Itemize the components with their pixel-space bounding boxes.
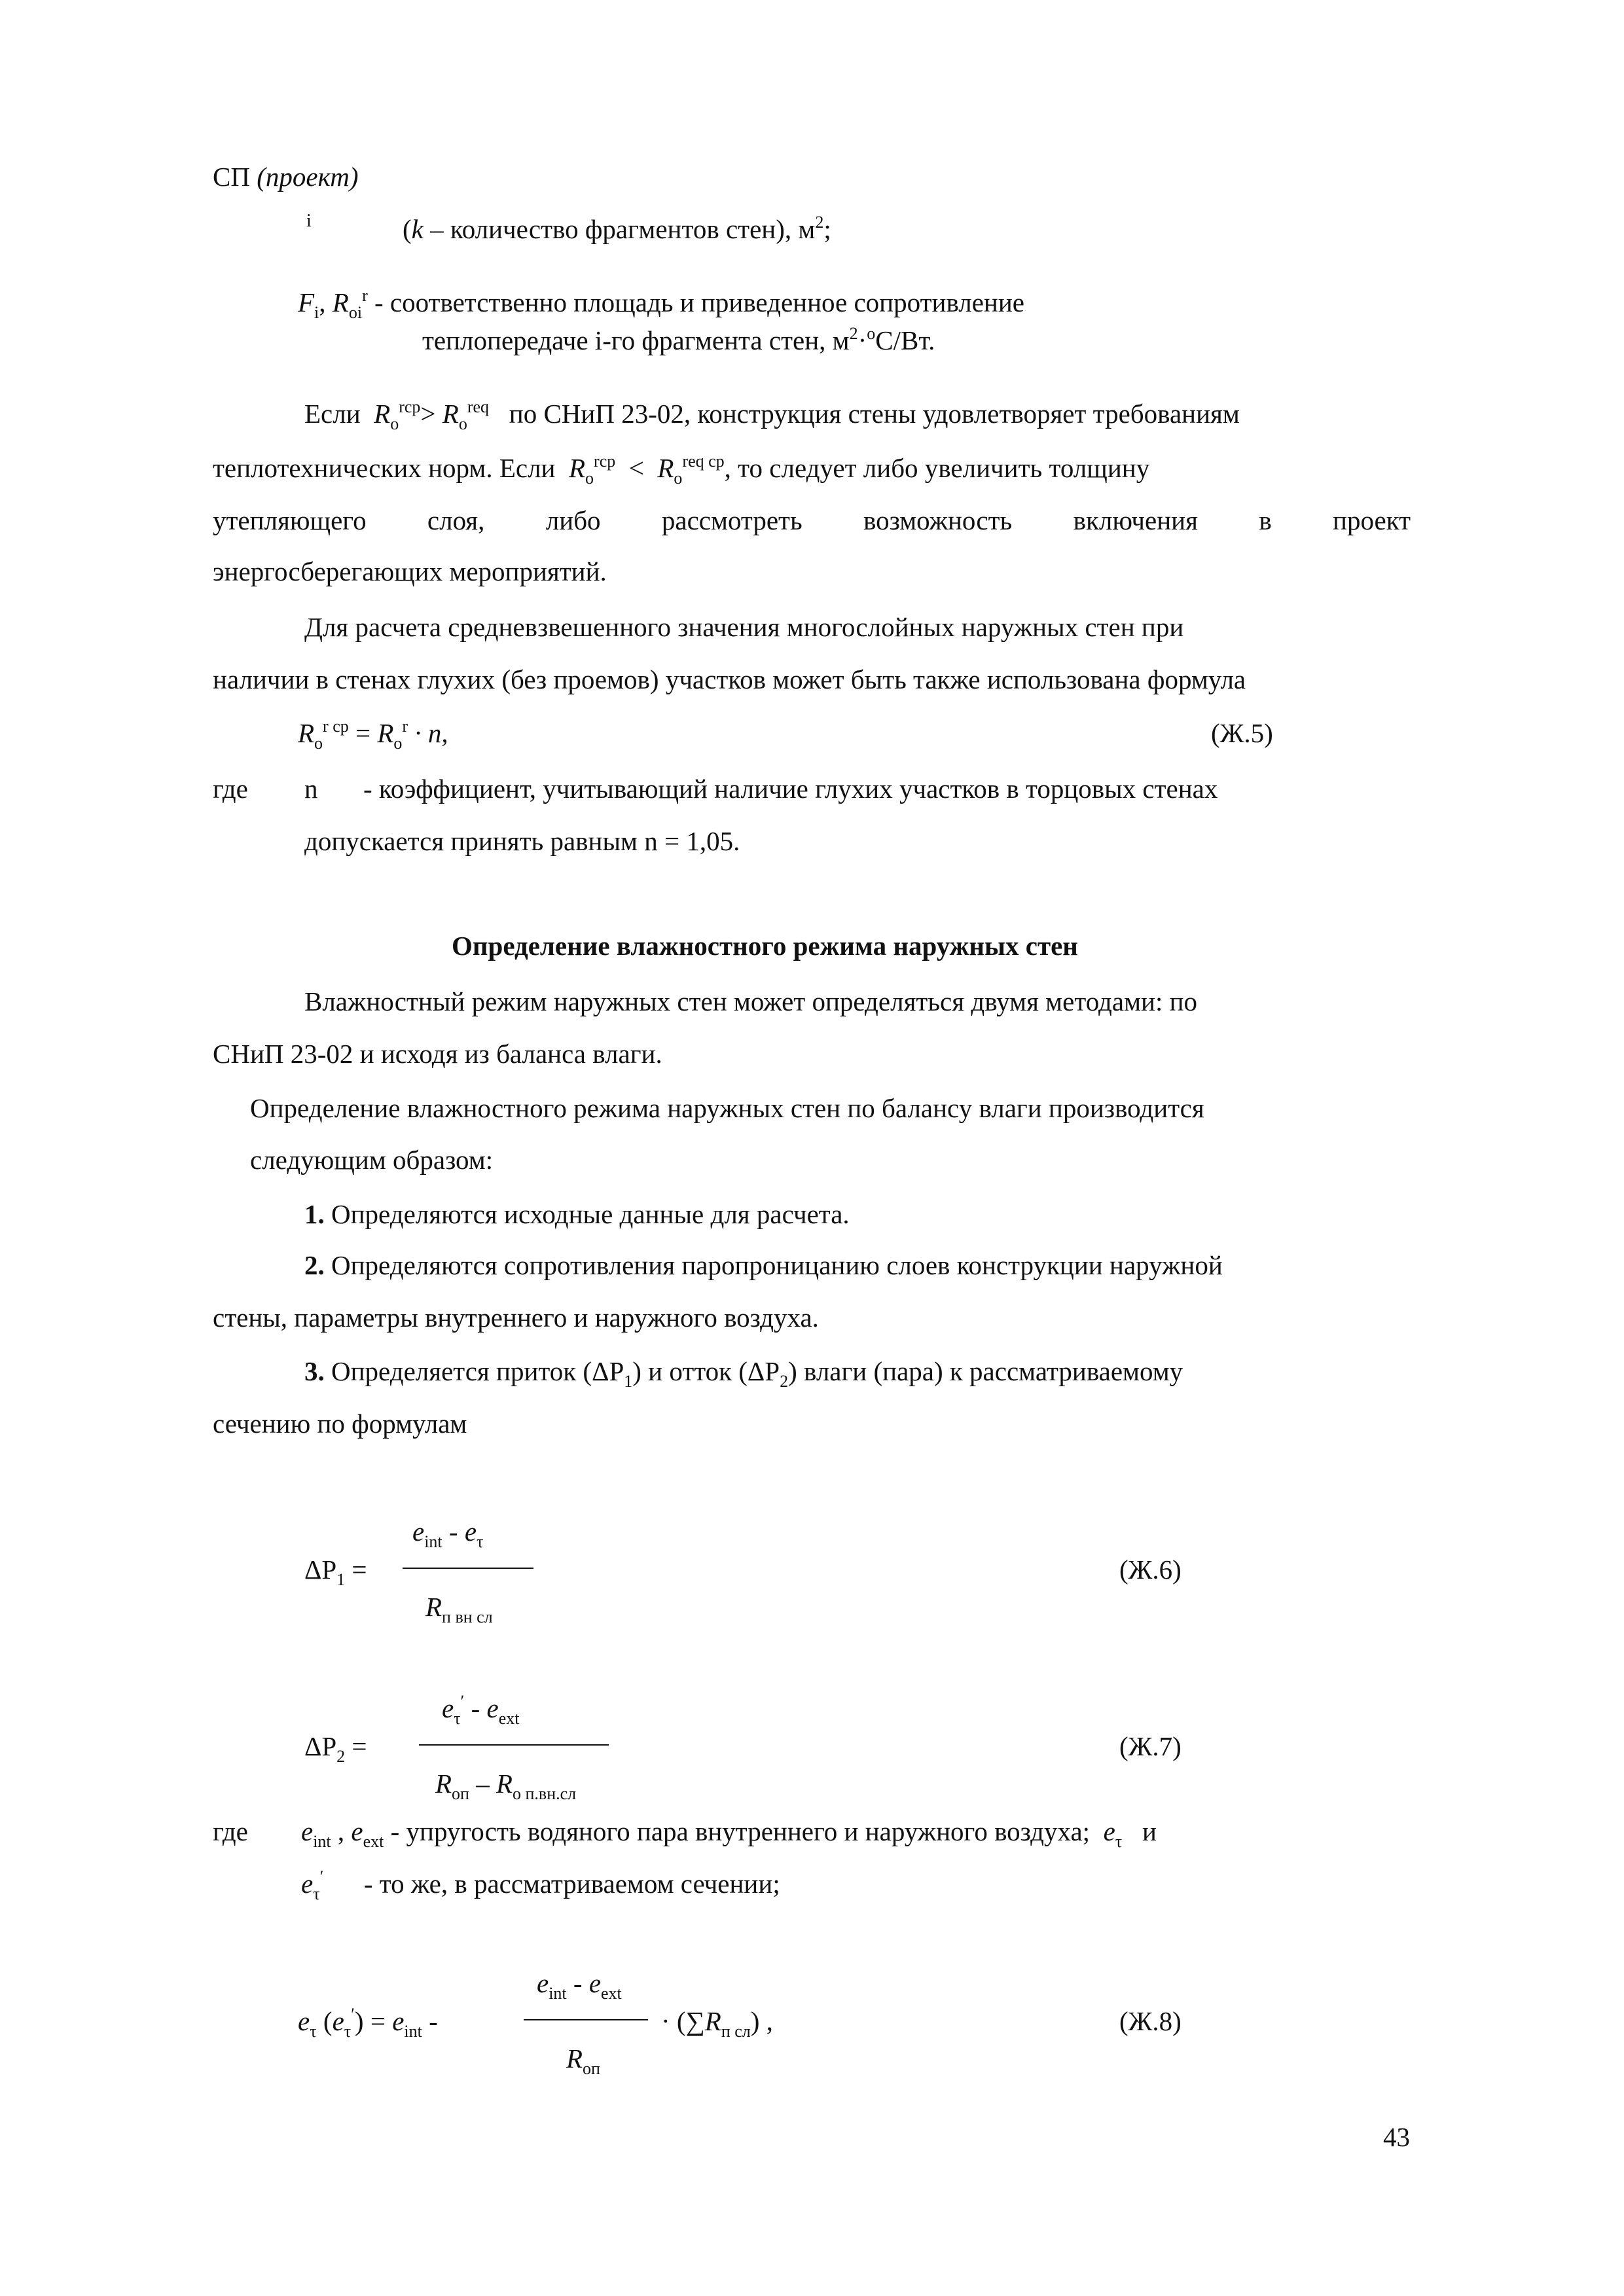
k-count-line: (k – количество фрагментов стен), $м^2$; bbox=[403, 213, 831, 244]
step-2: 2. Определяются сопротивления паропроницанию слоев конструкции наружной bbox=[304, 1250, 1223, 1280]
section-line1: Влажностный режим наружных стен может определяться двумя методами: по bbox=[304, 986, 1198, 1016]
where-label-1: где bbox=[213, 774, 248, 804]
index-i: i bbox=[306, 211, 312, 231]
formula-zh7-label: (Ж.7) bbox=[1119, 1731, 1182, 1761]
formula-zh5-label: (Ж.5) bbox=[1211, 718, 1273, 748]
formula-zh8-tail: · $(\sum R_{п сл})$ , bbox=[661, 2006, 773, 2041]
formula-zh8-denominator: $R_{оп}$ bbox=[566, 2043, 600, 2078]
section-line2: СНиП 23-02 и исходя из баланса влаги. bbox=[213, 1039, 662, 1069]
step-1: 1. Определяются исходные данные для расчета. bbox=[304, 1199, 850, 1229]
where-e-definition: $e_{int}$ , $e_{ext}$ - упругость водяного пара внутреннего и наружного воздуха; $e_\tau$ и bbox=[301, 1816, 1157, 1851]
where-var-n: n bbox=[304, 774, 318, 804]
section-line4: следующим образом: bbox=[250, 1145, 494, 1175]
fi-definition-line: $F_i$, $R_{oi}^r$ - соответственно площадь и приведенное сопротивление bbox=[298, 286, 1024, 322]
header-code: СП bbox=[213, 162, 250, 192]
formula-zh7-numerator: $e_\tau' - e_{ext}$ bbox=[442, 1692, 520, 1728]
formula-zh8-label: (Ж.8) bbox=[1119, 2006, 1182, 2036]
formula-zh7-denominator: $R_{оп} - R_{о п.вн.сл}$ bbox=[435, 1768, 577, 1803]
step-2-continued: стены, параметры внутреннего и наружного воздуха. bbox=[213, 1302, 819, 1333]
step-3-continued: сечению по формулам bbox=[213, 1408, 467, 1439]
where-n-text: - коэффициент, учитывающий наличие глухих участков в торцовых стенах bbox=[363, 774, 1218, 804]
where-label-2: где bbox=[213, 1816, 248, 1846]
formula-zh5: $R_o^{r cp} = R_o^r \cdot n$, bbox=[298, 717, 448, 753]
formula-zh6-lhs: $\Delta P_1$ = bbox=[304, 1554, 367, 1589]
formula-zh7-fraction-bar bbox=[419, 1744, 609, 1746]
where-n-line2: допускается принять равным n = 1,05. bbox=[304, 826, 740, 856]
fi-definition-line-2: теплопередаче i-го фрагмента стен, $м^2\cdot^oС/Вт$. bbox=[422, 324, 935, 355]
formula-zh6-numerator: $e_{int} - e_\tau$ bbox=[412, 1516, 484, 1551]
formula-zh6-fraction-bar bbox=[403, 1568, 533, 1569]
formula-zh6-label: (Ж.6) bbox=[1119, 1554, 1182, 1585]
para1-line2: теплотехнических норм. Если $R_o^{rcp} < R_o^{req cp}$, то следует либо увеличить толщину bbox=[213, 452, 1150, 488]
para2-line2: наличии в стенах глухих (без проемов) участков может быть также использована формула bbox=[213, 664, 1246, 694]
formula-zh6-denominator: $R_{п вн сл}$ bbox=[425, 1592, 493, 1626]
para1-line1: Если $R_o^{rcp}> R_o^{req}$ по СНиП 23-02, конструкция стены удовлетворяет требованиям bbox=[304, 397, 1240, 433]
document-header bbox=[213, 164, 358, 190]
para1-line4: энергосберегающих мероприятий. bbox=[213, 556, 607, 586]
formula-zh8-numerator: $e_{int} - e_{ext}$ bbox=[537, 1968, 622, 2003]
formula-zh7-lhs: $\Delta P_2$ = bbox=[304, 1731, 367, 1766]
formula-zh8-lhs: $e_\tau$ $(e_\tau') = e_{int}$ - bbox=[298, 2005, 438, 2041]
section-heading: Определение влажностного режима наружных стен bbox=[452, 931, 1078, 961]
section-line3: Определение влажностного режима наружных стен по балансу влаги производится bbox=[250, 1093, 1204, 1123]
step-3: 3. Определяется приток $(\Delta P_1)$ и отток $(\Delta P_2)$ влаги (пара) к рассматриваемому bbox=[304, 1356, 1183, 1391]
para1-line3: утепляющего слоя, либо рассмотреть возможность включения в проект bbox=[213, 505, 1411, 535]
page-number: 43 bbox=[1383, 2122, 1410, 2152]
formula-zh8-fraction-bar bbox=[524, 2019, 648, 2020]
para2-line1: Для расчета средневзвешенного значения многослойных наружных стен при bbox=[304, 612, 1184, 642]
header-status: (проект) bbox=[257, 162, 359, 192]
where-e-tau-definition: $e_\tau'$ - то же, в рассматриваемом сечении; bbox=[301, 1867, 780, 1903]
